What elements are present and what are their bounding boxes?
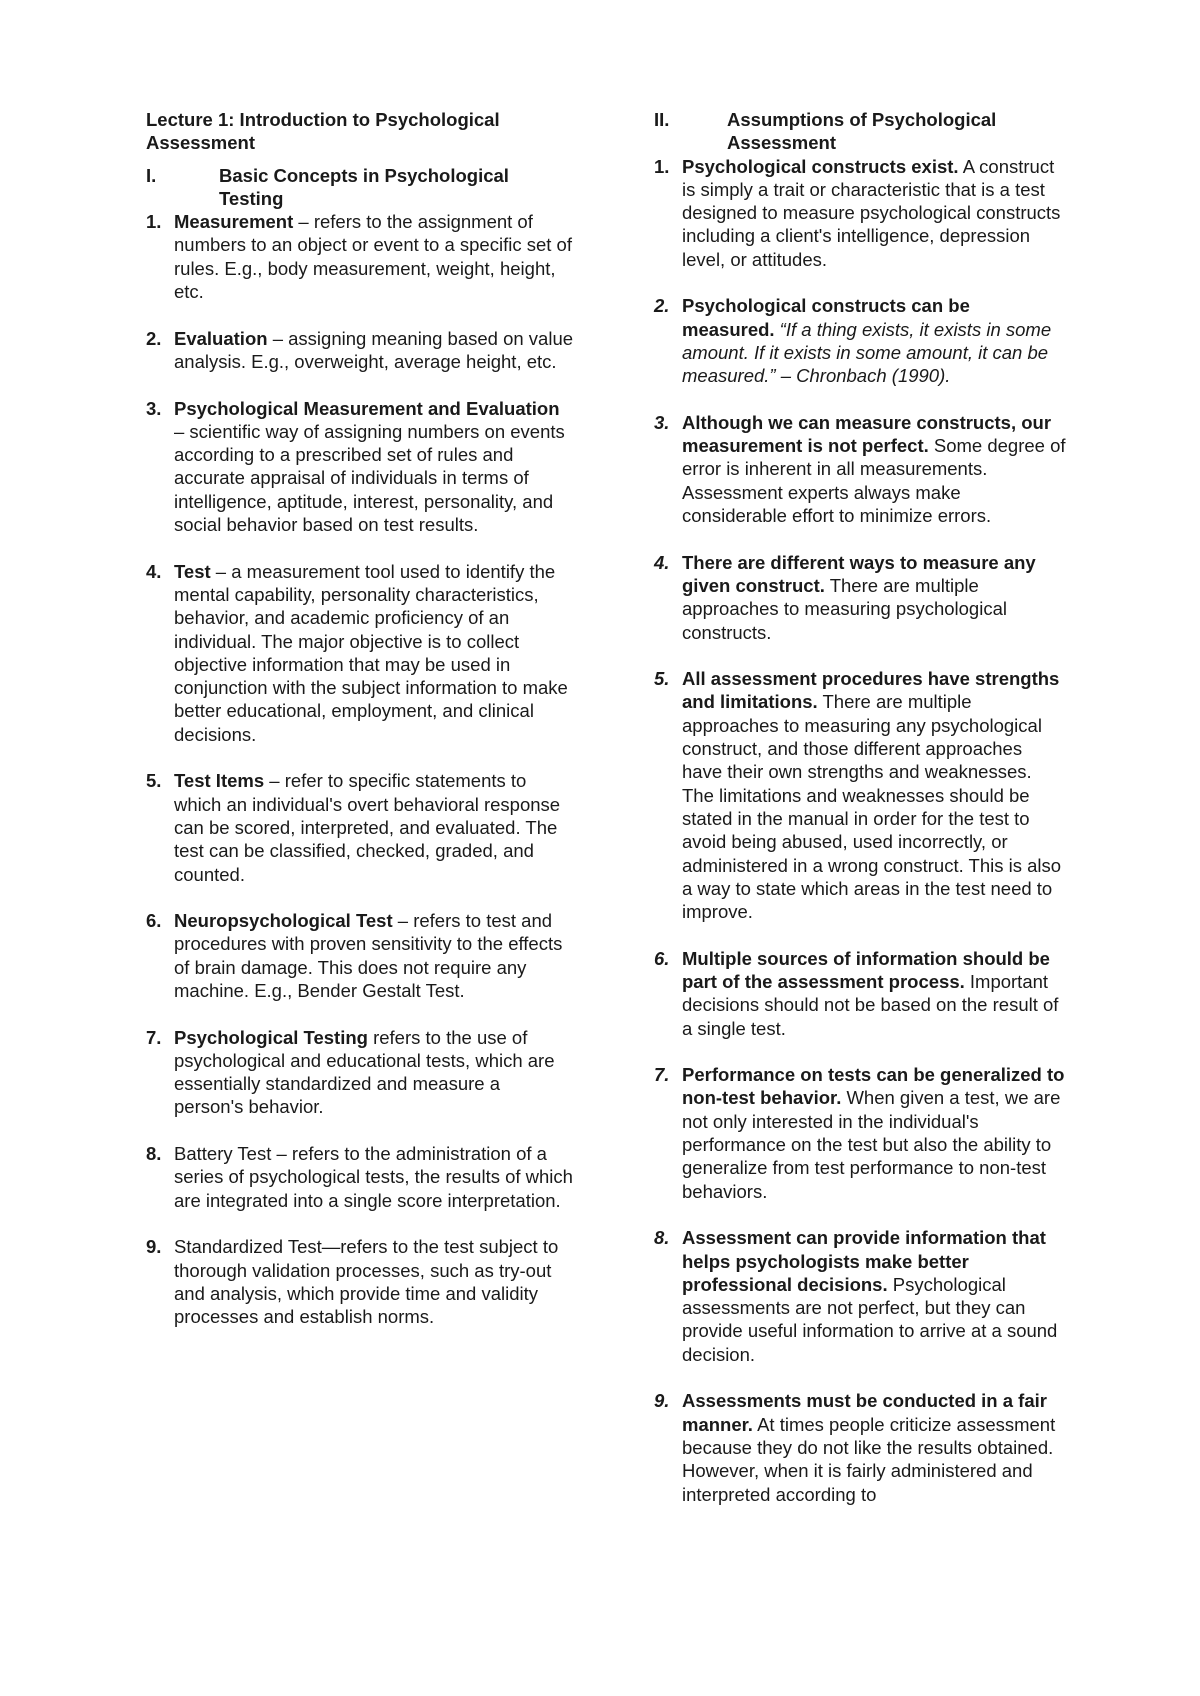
- list-item: [146, 1026, 574, 1119]
- list-item: [654, 947, 1066, 1040]
- item-text: [682, 1389, 1066, 1505]
- item-number: 7.: [146, 1026, 162, 1048]
- item-text: [682, 155, 1066, 271]
- list-item: [654, 1063, 1066, 1203]
- item-text: [174, 1026, 574, 1119]
- item-text: [174, 327, 574, 374]
- left-column: [146, 108, 574, 1352]
- item-text: [682, 947, 1066, 1040]
- item-number: 4.: [146, 560, 162, 582]
- section-1-heading: [146, 164, 574, 211]
- list-item: [654, 1389, 1066, 1505]
- item-description: – a measurement tool used to identify the mental capability, personality characteristics, behavior, and academic proficiency of an individual. The major objective is to collect objective information that may be used in conjunction with the subject information to make better educational, employment, and clinical decisions.: [174, 560, 568, 745]
- item-text: [682, 551, 1066, 644]
- item-number: 8.: [146, 1143, 162, 1165]
- item-text: [682, 1226, 1066, 1366]
- item-description: A construct is simply a trait or characteristic that is a test designed to measure psychological constructs including a client's intelligence, depression level, or attitudes.: [682, 155, 1061, 270]
- item-description: Standardized Test—refers to the test subject to thorough validation processes, such as try-out and analysis, which provide time and validity processes and establish norms.: [174, 1236, 559, 1328]
- list-item: [146, 1235, 574, 1328]
- item-term: Measurement: [174, 211, 294, 233]
- item-term: Test Items: [174, 770, 265, 792]
- item-text: [174, 560, 574, 746]
- list-item: [654, 667, 1066, 923]
- item-quote: “If a thing exists, it exists in some amount. If it exists in some amount, it can be measured.” – Chronbach (1990).: [682, 318, 1052, 387]
- item-description: There are multiple approaches to measuring any psychological construct, and those different approaches have their own strengths and weaknesses. The limitations and weaknesses should be stated in the manual in order for the test to avoid being abused, used incorrectly, or administered in a wrong construct. This is also a way to state which areas in the test need to improve.: [682, 691, 1062, 923]
- item-description: There are multiple approaches to measuring psychological constructs.: [682, 574, 1007, 643]
- list-item: [146, 1142, 574, 1212]
- lecture-title: Lecture 1: Introduction to Psychological Assessment: [146, 109, 500, 154]
- list-item: [146, 327, 574, 374]
- section-2-number: II.: [654, 109, 670, 130]
- item-description: – refers to test and procedures with proven sensitivity to the effects of brain damage. This does not require any machine. E.g., Bender Gestalt Test.: [174, 910, 563, 1001]
- list-item: [146, 909, 574, 1002]
- item-term: Test: [174, 560, 211, 582]
- item-text: [174, 1235, 574, 1328]
- section-1-number: I.: [146, 164, 157, 186]
- item-description: At times people criticize assessment because they do not like the results obtained. However, when it is fairly administered and interpreted according to: [682, 1413, 1056, 1505]
- item-term: Although we can measure constructs, our measurement is not perfect.: [682, 411, 1052, 457]
- item-text: [682, 294, 1066, 387]
- item-term: Neuropsychological Test: [174, 910, 393, 932]
- item-term: Performance on tests can be generalized to non-test behavior.: [682, 1064, 1065, 1109]
- item-term: Psychological constructs can be measured.: [682, 295, 970, 340]
- item-term: All assessment procedures have strengths and limitations.: [682, 668, 1060, 713]
- item-number: 1.: [654, 155, 670, 177]
- item-term: There are different ways to measure any given construct.: [682, 551, 1036, 596]
- item-number: 9.: [146, 1236, 162, 1258]
- section-1-list: [146, 210, 574, 1328]
- item-description: Battery Test – refers to the administration of a series of psychological tests, the results of which are integrated into a single score interpretation.: [174, 1143, 573, 1211]
- item-term: Assessments must be conducted in a fair manner.: [682, 1390, 1047, 1435]
- item-number: 6.: [146, 910, 162, 932]
- item-text: [682, 411, 1066, 527]
- section-2-list: [654, 155, 1066, 1506]
- item-description: – refers to the assignment of numbers to an object or event to a specific set of rules. E.g., body measurement, weight, height, etc.: [174, 211, 572, 303]
- item-number: 2.: [146, 327, 162, 349]
- section-2-title: Assumptions of Psychological Assessment: [727, 109, 997, 154]
- item-term: Multiple sources of information should be part of the assessment process.: [682, 947, 1050, 992]
- list-item: [654, 411, 1066, 527]
- item-number: 8.: [654, 1227, 670, 1249]
- item-number: 2.: [654, 295, 670, 317]
- item-number: 3.: [654, 411, 670, 433]
- list-item: [654, 1226, 1066, 1366]
- item-description: Psychological assessments are not perfect, but they can provide useful information to arrive at a sound decision.: [682, 1273, 1058, 1365]
- list-item: [146, 210, 574, 303]
- item-description: When given a test, we are not only interested in the individual's performance on the test but also the ability to generalize from test performance to non-test behaviors.: [682, 1087, 1061, 1202]
- item-description: – refer to specific statements to which an individual's overt behavioral response can be scored, interpreted, and evaluated. The test can be classified, checked, graded, and counted.: [174, 770, 561, 885]
- item-term: Assessment can provide information that helps psychologists make better professional decisions.: [682, 1227, 1046, 1295]
- item-text: [682, 1063, 1066, 1203]
- section-2-heading: [654, 108, 1066, 155]
- item-description: refers to the use of psychological and educational tests, which are essentially standardized and measure a person's behavior.: [174, 1026, 555, 1118]
- item-description: – assigning meaning based on value analysis. E.g., overweight, average height, etc.: [174, 327, 574, 372]
- item-text: [174, 397, 574, 537]
- list-item: [654, 294, 1066, 387]
- item-number: 1.: [146, 211, 162, 233]
- list-item: [146, 560, 574, 746]
- item-text: [174, 769, 574, 885]
- item-term: Psychological constructs exist.: [682, 155, 959, 177]
- item-number: 4.: [654, 551, 670, 573]
- list-item: [654, 155, 1066, 271]
- item-term: Evaluation: [174, 327, 268, 349]
- item-number: 7.: [654, 1064, 670, 1086]
- item-term: Psychological Testing: [174, 1026, 368, 1048]
- item-description: Some degree of error is inherent in all measurements. Assessment experts always make considerable effort to minimize errors.: [682, 435, 1066, 527]
- list-item: [654, 551, 1066, 644]
- item-number: 5.: [146, 770, 162, 792]
- list-item: [146, 769, 574, 885]
- item-term: Psychological Measurement and Evaluation: [174, 397, 560, 419]
- item-number: 5.: [654, 668, 670, 690]
- item-number: 3.: [146, 397, 162, 419]
- right-column: [654, 108, 1066, 1529]
- item-text: [174, 1142, 574, 1212]
- item-text: [174, 210, 574, 303]
- section-1-title: Basic Concepts in Psychological Testing: [219, 164, 509, 209]
- item-text: [682, 667, 1066, 923]
- item-number: 6.: [654, 947, 670, 969]
- item-number: 9.: [654, 1390, 670, 1412]
- item-description: – scientific way of assigning numbers on events according to a prescribed set of rules and accurate appraisal of individuals in terms of intelligence, aptitude, interest, personality, and social behavior based on test results.: [174, 420, 565, 536]
- item-text: [174, 909, 574, 1002]
- list-item: [146, 397, 574, 537]
- item-description: Important decisions should not be based on the result of a single test.: [682, 970, 1059, 1039]
